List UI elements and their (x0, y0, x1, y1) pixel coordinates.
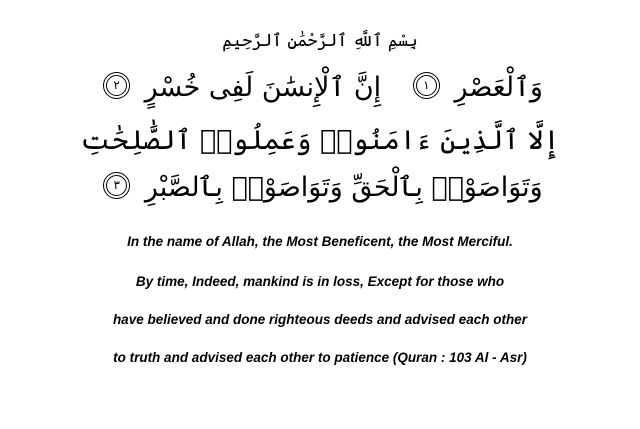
verse-3-text-part1: إِلَّا ٱلَّذِينَ ءَامَنُوا۟ وَعَمِلُوا۟ ٱلصَّٰلِحَٰتِ (80, 125, 560, 156)
arabic-line-2 (0, 125, 640, 156)
translation-line-4: to truth and advised each other to patience (Quran : 103 Al - Asr) (113, 350, 527, 365)
verse-2-text: إِنَّ ٱلْإِنسَٰنَ لَفِى خُسْرٍ (144, 72, 382, 103)
translation-line-2: By time, Indeed, mankind is in loss, Except for those who (135, 274, 505, 289)
verse-1-text: وَٱلْعَصْرِ (454, 72, 543, 103)
verse-1-marker: ١ (413, 72, 440, 99)
translation-line-3: have believed and done righteous deeds and advised each other (112, 312, 528, 327)
verse-2-marker: ٢ (103, 72, 130, 99)
basmala: بِسْمِ ٱللَّهِ ٱلرَّحْمَٰنِ ٱلرَّحِيمِ (222, 31, 418, 51)
arabic-line-3 (0, 172, 640, 203)
verse-3-text-part2: وَتَوَاصَوْا۟ بِٱلْحَقِّ وَتَوَاصَوْا۟ بِٱلصَّبْرِ (144, 172, 543, 203)
translation-line-1: In the name of Allah, the Most Beneficent, the Most Merciful. (127, 234, 513, 249)
verse-3-marker: ٣ (103, 172, 130, 199)
arabic-line-1 (0, 72, 640, 103)
